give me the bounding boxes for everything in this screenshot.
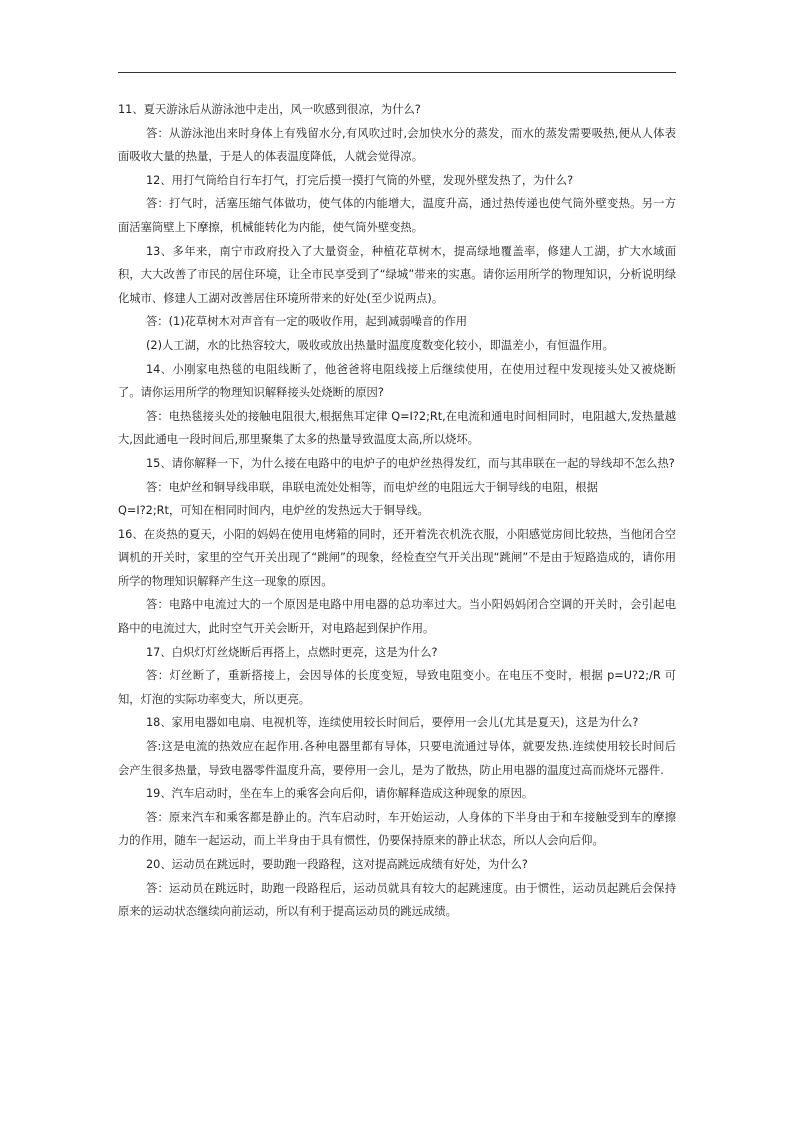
question-11: 11、夏天游泳后从游泳池中走出，风一吹感到很凉，为什么?: [118, 103, 421, 116]
answer-12: 答：打气时，活塞压缩气体做功，使气体的内能增大，温度升高，通过热传递也使气筒外壁变热。另一方面活塞筒壁上下摩擦，机械能转化为内能，使气筒外壁变热。: [118, 197, 676, 234]
answer-14: 答：电热毯接头处的接触电阻很大,根据焦耳定律 Q=I?2;Rt,在电流和通电时间相同时，电阻越大,发热量越大,因此通电一段时间后,那里聚集了太多的热量导致温度太高,所以烧坏。: [118, 409, 676, 447]
question-14: 14、小刚家电热毯的电阻线断了，他爸爸将电阻线接上后继续使用，在使用过程中发现接头处又被烧断了。请你运用所学的物理知识解释接头处烧断的原因?: [118, 362, 676, 400]
answer-15-line-1: 答：电炉丝和铜导线串联，串联电流处处相等，而电炉丝的电阻远大于铜导线的电阻，根据: [146, 480, 598, 494]
question-13: 13、多年来，南宁市政府投入了大量资金，种植花草树木，提高绿地覆盖率，修建人工湖，扩大水域面积，大大改善了市民的居住环境，让全市民享受到了“绿城”带来的实惠。请你运用所学的物理知识，分析说明绿化城市、修建人工湖对改善居住环境所带来的好处(至少说两点)。: [118, 244, 676, 305]
question-19: 19、汽车启动时，坐在车上的乘客会向后仰，请你解释造成这种现象的原因。: [146, 787, 534, 801]
question-16: 16、在炎热的夏天，小阳的妈妈在使用电烤箱的同时，还开着洗衣机洗衣服，小阳感觉房间比较热，当他闭合空调机的开关时，家里的空气开关出现了“跳闸”的现象，经检查空气开关出现“跳闸”不是由于短路造成的，请你用所学的物理知识解释产生这一现象的原因。: [118, 527, 676, 588]
answer-15-line-2: Q=I?2;Rt，可知在相同时间内，电炉丝的发热远大于铜导线。: [118, 504, 429, 518]
answer-16: 答：电路中电流过大的一个原因是电路中用电器的总功率过大。当小阳妈妈闭合空调的开关时，会引起电路中的电流过大，此时空气开关会断开，对电路起到保护作用。: [118, 598, 676, 636]
question-20: 20、运动员在跳远时，要助跑一段路程，这对提高跳远成绩有好处，为什么?: [146, 858, 528, 871]
answer-19: 答：原来汽车和乘客都是静止的。汽车启动时，车开始运动，人身体的下半身由于和车接触受到车的摩擦力的作用，随车一起运动，而上半身由于具有惯性，仍要保持原来的静止状态，所以人会向后仰。: [118, 810, 676, 848]
question-12: 12、用打气筒给自行车打气，打完后摸一摸打气筒的外壁，发现外壁发热了，为什么?: [146, 173, 574, 187]
question-17: 17、白炽灯灯丝烧断后再搭上，点燃时更亮，这是为什么?: [146, 645, 438, 659]
answer-18: 答:这是电流的热效应在起作用.各种电器里都有导体，只要电流通过导体，就要发热.连续使用较长时间后会产生很多热量，导致电器零件温度升高，要停用一会儿，是为了散热，防止用电器的温度过高而烧坏元器件.: [118, 740, 676, 777]
answer-13-part-2: (2)人工湖，水的比热容较大，吸收或放出热量时温度度数变化较小，即温差小，有恒温作用。: [146, 338, 614, 352]
document-body: [118, 98, 676, 924]
header-rule: [118, 72, 676, 73]
question-18: 18、家用电器如电扇、电视机等，连续使用较长时间后，要停用一会儿(尤其是夏天)，这是为什么?: [146, 716, 639, 730]
answer-11: 答：从游泳池出来时身体上有残留水分,有风吹过时,会加快水分的蒸发，而水的蒸发需要吸热,便从人体表面吸收大量的热量，于是人的体表温度降低，人就会觉得凉。: [118, 126, 676, 164]
answer-17: 答：灯丝断了，重新搭接上，会因导体的长度变短，导致电阻变小。在电压不变时，根据 p=U?2;/R 可知，灯泡的实际功率变大，所以更亮。: [118, 669, 676, 706]
answer-13-part-1: 答：(1)花草树木对声音有一定的吸收作用，起到减弱噪音的作用: [146, 315, 468, 329]
question-15: 15、请你解释一下，为什么接在电路中的电炉子的电炉丝热得发红，而与其串联在一起的导线却不怎么热?: [146, 456, 675, 470]
answer-20: 答：运动员在跳远时，助跑一段路程后，运动员就具有较大的起跳速度。由于惯性，运动员起跳后会保持原来的运动状态继续向前运动，所以有利于提高运动员的跳远成绩。: [118, 881, 676, 919]
